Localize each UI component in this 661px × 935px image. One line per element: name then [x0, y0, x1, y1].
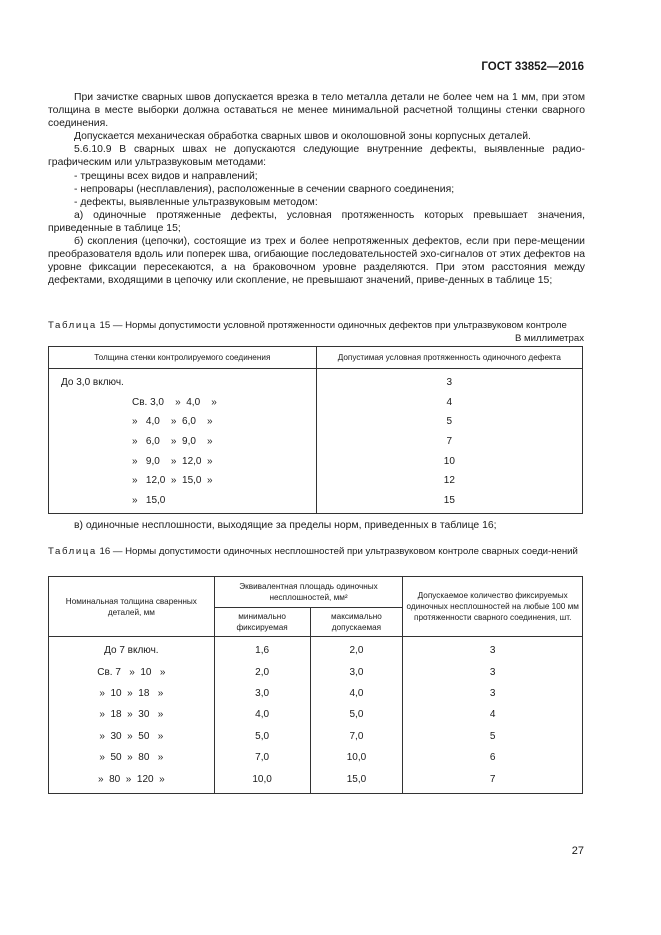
list-item: - непровары (несплавления), расположенные в сечении сварного соединения;	[74, 183, 455, 195]
table15-col2-header: Допустимая условная протяженность одиночного дефекта	[316, 347, 582, 369]
table-cell: 1,6	[214, 637, 310, 662]
table-cell: » 30 » 50 »	[49, 726, 215, 747]
table16	[48, 576, 583, 794]
table-row	[49, 637, 583, 662]
table-cell: 10,0	[310, 747, 403, 768]
table-row	[49, 369, 583, 393]
table-cell: 4,0	[214, 704, 310, 725]
table-cell: 4	[403, 704, 583, 725]
table-row	[49, 432, 583, 452]
table15	[48, 346, 583, 514]
paragraph: При зачистке сварных швов допускается врезка в тело металла детали не более чем на 1 мм, при этом толщина в месте выборки должна оставаться не менее минимальной расчетной толщины стенки сварного соединения.	[48, 92, 585, 130]
table-cell: 15,0	[310, 768, 403, 793]
table-row	[49, 491, 583, 514]
table-caption-text: 16 — Нормы допустимости одиночных несплошностей при ультразвуковом контроле сварных соеди-нений	[99, 546, 578, 557]
table-cell: » 9,0 » 12,0 »	[49, 451, 317, 471]
table-label: Таблица	[48, 320, 97, 331]
table-cell: Св. 3,0 » 4,0 »	[49, 393, 317, 413]
table-cell: 5,0	[214, 726, 310, 747]
table15-units: В миллиметрах	[514, 333, 584, 344]
table-cell: 15	[316, 491, 582, 514]
standard-header: ГОСТ 33852—2016	[481, 61, 584, 73]
table-cell: 7	[403, 768, 583, 793]
table-caption-text: 15 — Нормы допустимости условной протяженности одиночных дефектов при ультразвуковом контроле	[99, 320, 567, 331]
table-cell: 2,0	[310, 637, 403, 662]
table-cell: 4,0	[310, 683, 403, 704]
table-row	[49, 704, 583, 725]
table16-caption	[48, 546, 585, 558]
table-row	[49, 451, 583, 471]
table-row	[49, 412, 583, 432]
table16-col1-header: Номинальная толщина сваренных деталей, мм	[49, 577, 215, 637]
table-cell: » 6,0 » 9,0 »	[49, 432, 317, 452]
table15-caption	[48, 320, 585, 332]
table-cell: » 15,0	[49, 491, 317, 514]
paragraph: б) скопления (цепочки), состоящие из трех и более непротяженных дефектов, если при пере-мещении преобразователя вдоль или поперек шва, огибающие последовательностей эхо-сигналов от этих дефектов на уровне фиксации пересекаются, а на браковочном уровне разделяются. При этом расстояния между дефектами, входящими в цепочку или скопление, не превышают значений, приве-денных в таблице 15;	[48, 236, 585, 287]
table-cell: » 80 » 120 »	[49, 768, 215, 793]
table-cell: 5	[403, 726, 583, 747]
table-row	[49, 768, 583, 793]
body-text	[48, 91, 585, 287]
table-cell: 7,0	[214, 747, 310, 768]
table-cell: 3	[316, 369, 582, 393]
table-cell: 5	[316, 412, 582, 432]
table-cell: » 50 » 80 »	[49, 747, 215, 768]
table-cell: 3	[403, 683, 583, 704]
table-cell: Св. 7 » 10 »	[49, 661, 215, 682]
paragraph: в) одиночные несплошности, выходящие за пределы норм, приведенных в таблице 16;	[74, 520, 497, 531]
page-number: 27	[571, 845, 584, 857]
table-row	[49, 471, 583, 491]
table-cell: 2,0	[214, 661, 310, 682]
table-cell: 6	[403, 747, 583, 768]
table16-col4-header: Допускаемое количество фиксируемых одиночных несплошностей на любые 100 мм протяженности сварного соединения, шт.	[403, 577, 583, 637]
table-cell: » 4,0 » 6,0 »	[49, 412, 317, 432]
table-row	[49, 683, 583, 704]
table-cell: 10,0	[214, 768, 310, 793]
table16-col3-header: максимально допускаемая	[310, 608, 403, 637]
table-cell: До 7 включ.	[49, 637, 215, 662]
table-row	[49, 661, 583, 682]
table-cell: 3	[403, 661, 583, 682]
table-cell: 4	[316, 393, 582, 413]
paragraph: 5.6.10.9 В сварных швах не допускаются следующие внутренние дефекты, выявленные радио-графическим или ультразвуковым методами:	[48, 144, 585, 169]
table-cell: 7	[316, 432, 582, 452]
table-cell: » 12,0 » 15,0 »	[49, 471, 317, 491]
paragraph: а) одиночные протяженные дефекты, условная протяженность которых превышает значения, приведенные в таблице 15;	[48, 209, 585, 234]
table-cell: 7,0	[310, 726, 403, 747]
table-cell: » 18 » 30 »	[49, 704, 215, 725]
paragraph: Допускается механическая обработка сварных швов и околошовной зоны корпусных деталей.	[74, 131, 531, 143]
table-cell: 3	[403, 637, 583, 662]
table-cell: 3,0	[214, 683, 310, 704]
table-cell: До 3,0 включ.	[49, 369, 317, 393]
table-cell: 10	[316, 451, 582, 471]
table16-col2-header: минимально фиксируемая	[214, 608, 310, 637]
table-row	[49, 747, 583, 768]
list-item: - трещины всех видов и направлений;	[74, 170, 258, 182]
list-item: - дефекты, выявленные ультразвуковым методом:	[74, 196, 318, 208]
table-cell: 5,0	[310, 704, 403, 725]
table-cell: » 10 » 18 »	[49, 683, 215, 704]
table16-col23-header: Эквивалентная площадь одиночных несплошностей, мм²	[214, 577, 403, 608]
table15-col1-header: Толщина стенки контролируемого соединения	[49, 347, 317, 369]
table-row	[49, 726, 583, 747]
table-cell: 3,0	[310, 661, 403, 682]
table-cell: 12	[316, 471, 582, 491]
table-label: Таблица	[48, 546, 97, 557]
table-row	[49, 393, 583, 413]
